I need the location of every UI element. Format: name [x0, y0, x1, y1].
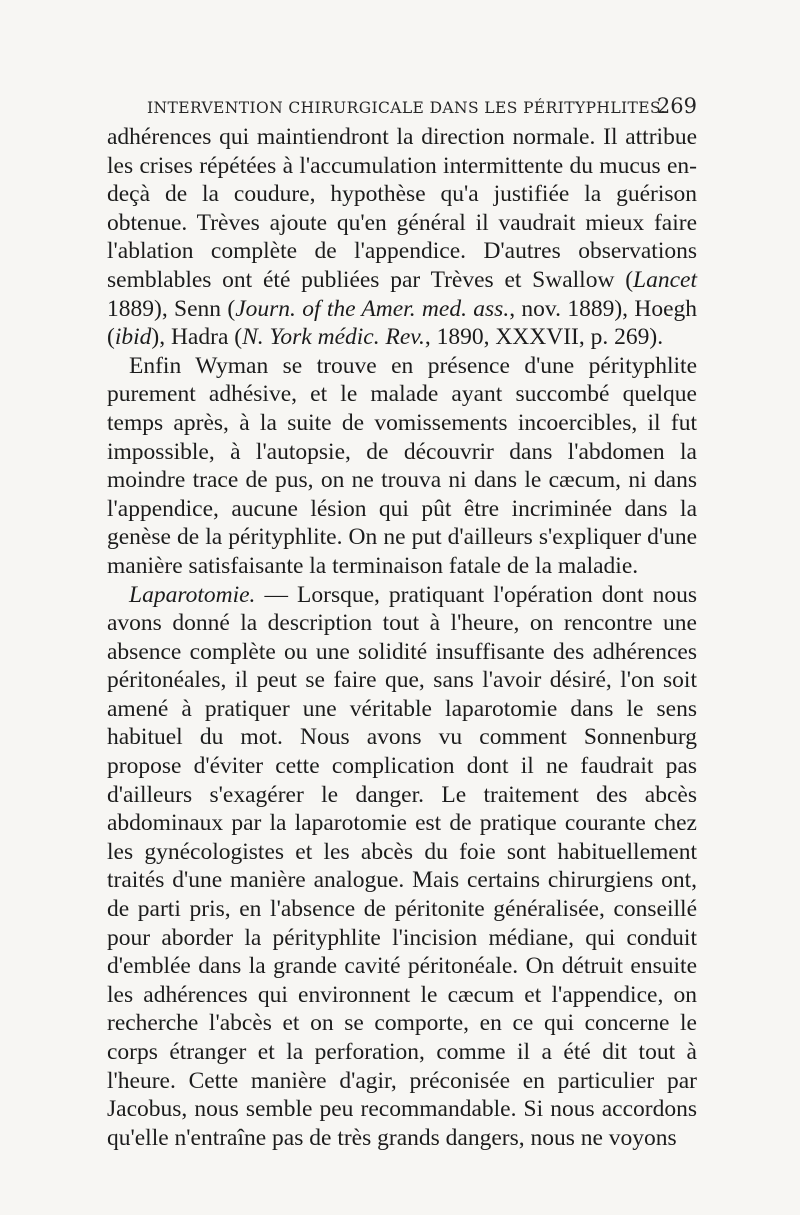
citation-journal-amer-med-ass: Journ. of the Amer. med. ass. — [235, 295, 510, 322]
book-page — [107, 93, 697, 1152]
citation-new-york-medical-review: N. York médic. Rev. — [242, 324, 425, 351]
paragraph-text: , 1890, XXXVII, p. 269). — [424, 324, 664, 351]
section-lead-laparotomie: Laparotomie. — [129, 581, 256, 608]
paragraph-text: — Lorsque, pratiquant l'opération dont nous avons donné la description tout à l'heure, on rencontre une absence complète ou une solidité insuffisante des adhérences péritonéales, il peut se faire que, sans l'avoir désiré, l'on soit amené à pratiquer une véritable laparotomie dans le sens habituel du mot. Nous avons vu comment Sonnenburg propose d'éviter cette complication dont il ne faudrait pas d'ailleurs s'exagérer le danger. Le traitement des abcès abdominaux par la laparotomie est de pratique courante chez les gynécologistes et les abcès du foie sont habituellement traités d'une manière analogue. Mais certains chirurgiens ont, de parti pris, en l'absence de péritonite généralisée, conseillé pour aborder la pérityphlite l'incision médiane, qui conduit d'emblée dans la grande cavité péritonéale. On détruit ensuite les adhérences qui environnent le cæcum et l'appendice, on recherche l'abcès et on se comporte, en ce qui concerne le corps étranger et la perforation, comme il a été dit tout à l'heure. Cette manière d'agir, préconisée en particulier par Jacobus, nous semble peu recommandable. Si nous accordons qu'elle n'entraîne pas de très grands dangers, nous ne voyons — [107, 581, 697, 1151]
paragraph-wyman: Enfin Wyman se trouve en présence d'une pérityphlite purement adhésive, et le malade ayant succombé quelque temps après, à la suite de vomissements incoercibles, il fut impossible, à l'autopsie, de découvrir dans l'abdomen la moindre trace de pus, on ne trouva ni dans le cæcum, ni dans l'appendice, aucune lésion qui pût être incriminée dans la genèse de la pérityphlite. On ne put d'ailleurs s'expliquer d'une manière satisfaisante la terminaison fatale de la maladie. — [107, 352, 697, 579]
running-header — [107, 93, 697, 121]
citation-ibid: ibid — [114, 324, 152, 351]
paragraph-text: adhérences qui maintiendront la direction normale. Il attribue les crises répétées à l'accumulation intermittente du mucus en-deçà de la coudure, hypothèse qu'a justifiée la guérison obtenue. Trèves ajoute qu'en général il vaudrait mieux faire l'ablation complète de l'appendice. D'autres observations semblables ont été publiées par Trèves et Swallow ( — [107, 124, 697, 293]
paragraph-text: 1889), Senn ( — [107, 295, 236, 322]
citation-lancet: Lancet — [633, 266, 697, 293]
running-title: INTERVENTION CHIRURGICALE DANS LES PÉRITYPHLITES. — [147, 99, 666, 117]
paragraph-text: ), Hadra ( — [151, 324, 243, 351]
page-number: 269 — [656, 94, 697, 118]
paragraph-adherences — [107, 123, 697, 352]
body-text — [107, 123, 697, 1152]
paragraph-text: , nov. 1889), Hoegh ( — [107, 295, 698, 351]
paragraph-laparotomie — [107, 581, 697, 1153]
